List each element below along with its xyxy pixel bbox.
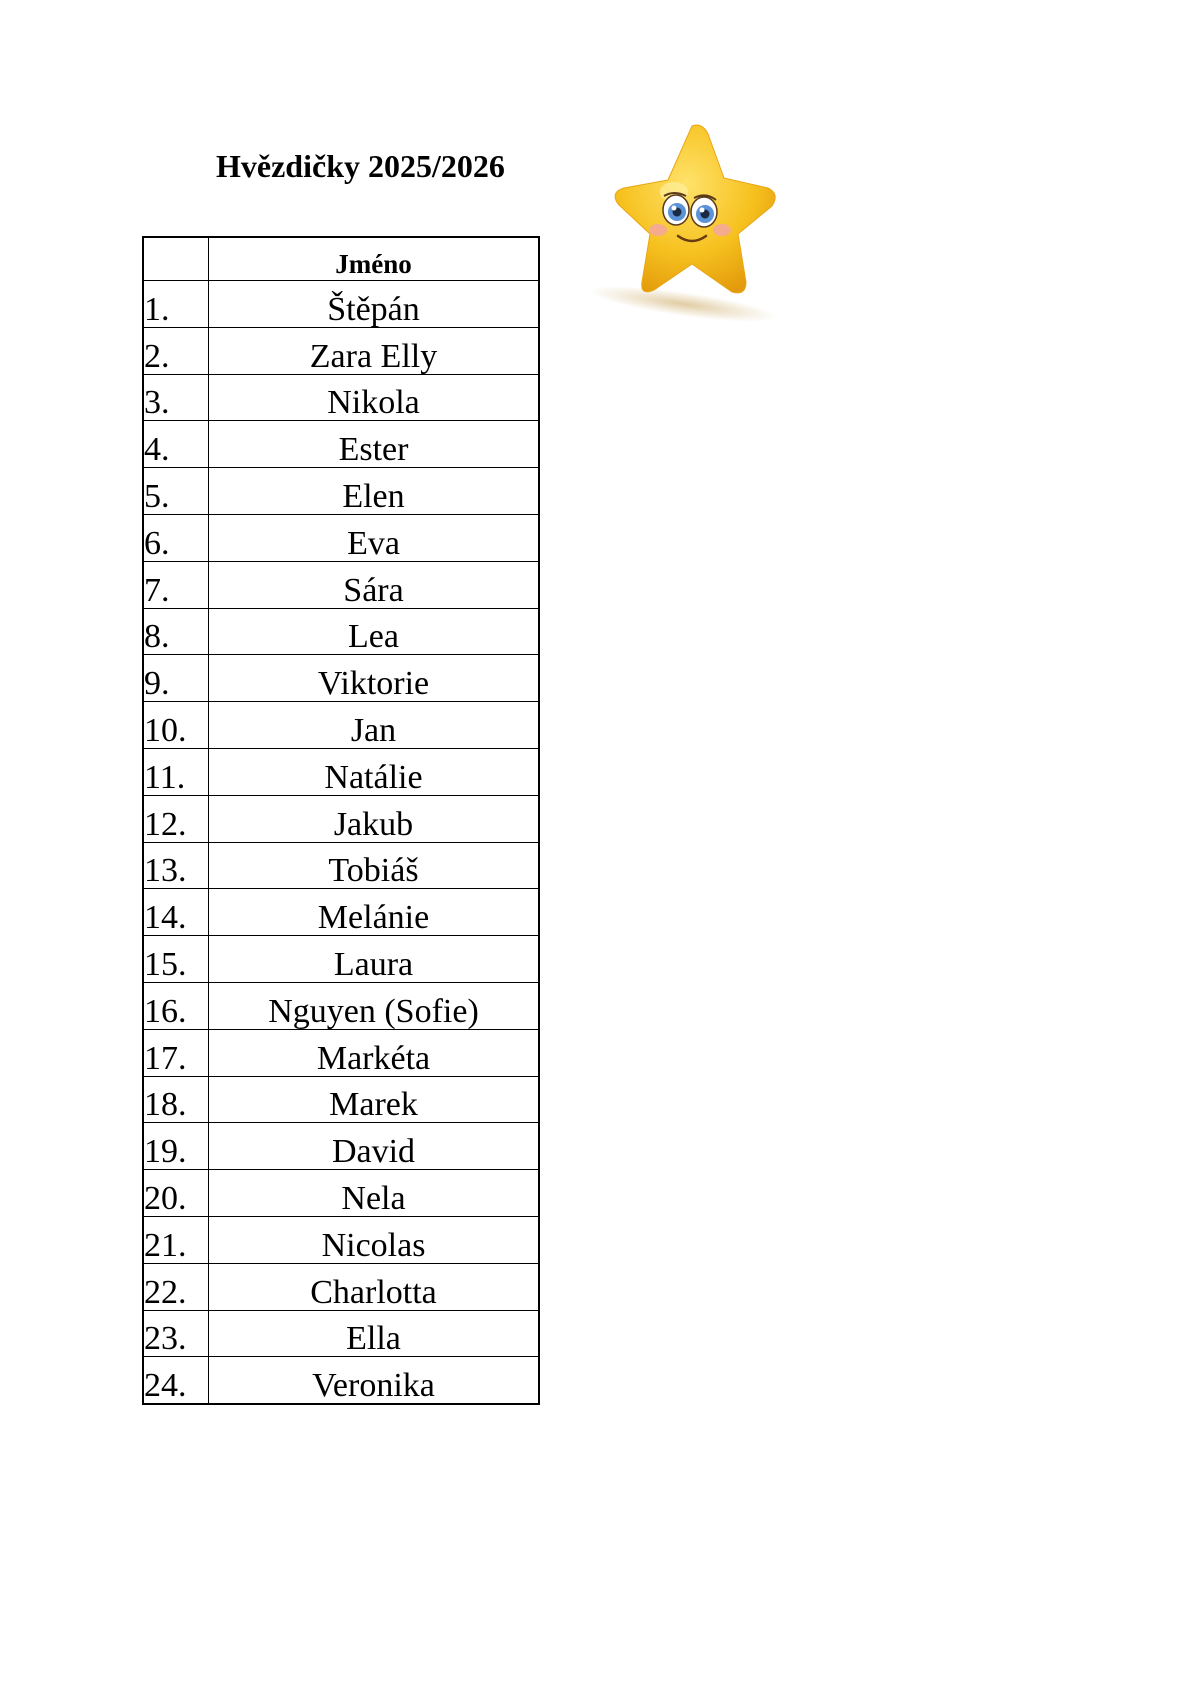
number-column-header bbox=[143, 237, 209, 281]
table-row bbox=[143, 842, 539, 889]
child-name: Marek bbox=[209, 1076, 540, 1123]
table-header-row bbox=[143, 237, 539, 281]
row-number: 5. bbox=[143, 468, 209, 515]
child-name: Nela bbox=[209, 1170, 540, 1217]
row-number: 3. bbox=[143, 374, 209, 421]
table-row bbox=[143, 514, 539, 561]
table-row bbox=[143, 281, 539, 328]
child-name: Zara Elly bbox=[209, 327, 540, 374]
table-row bbox=[143, 748, 539, 795]
row-number: 2. bbox=[143, 327, 209, 374]
child-name: Eva bbox=[209, 514, 540, 561]
table-row bbox=[143, 1076, 539, 1123]
table-row bbox=[143, 421, 539, 468]
table-row bbox=[143, 889, 539, 936]
row-number: 12. bbox=[143, 795, 209, 842]
child-name: Jakub bbox=[209, 795, 540, 842]
child-name: Elen bbox=[209, 468, 540, 515]
page-title: Hvězdičky 2025/2026 bbox=[216, 148, 505, 184]
child-name: Nguyen (Sofie) bbox=[209, 982, 540, 1029]
child-name: Jan bbox=[209, 702, 540, 749]
child-name: Natálie bbox=[209, 748, 540, 795]
row-number: 11. bbox=[143, 748, 209, 795]
table-row bbox=[143, 936, 539, 983]
child-name: Laura bbox=[209, 936, 540, 983]
child-name: Štěpán bbox=[209, 281, 540, 328]
table-row bbox=[143, 1216, 539, 1263]
child-name: Melánie bbox=[209, 889, 540, 936]
table-row bbox=[143, 795, 539, 842]
child-name: Viktorie bbox=[209, 655, 540, 702]
row-number: 7. bbox=[143, 561, 209, 608]
row-number: 20. bbox=[143, 1170, 209, 1217]
table-row bbox=[143, 655, 539, 702]
row-number: 8. bbox=[143, 608, 209, 655]
table-row bbox=[143, 608, 539, 655]
name-column-header: Jméno bbox=[209, 237, 540, 281]
child-name: Veronika bbox=[209, 1357, 540, 1404]
table-row bbox=[143, 327, 539, 374]
child-name: Tobiáš bbox=[209, 842, 540, 889]
table-row bbox=[143, 561, 539, 608]
child-name: Ella bbox=[209, 1310, 540, 1357]
smiling-star-icon bbox=[588, 118, 818, 348]
table-row bbox=[143, 1029, 539, 1076]
table-row bbox=[143, 1310, 539, 1357]
child-name: Sára bbox=[209, 561, 540, 608]
table-row bbox=[143, 702, 539, 749]
row-number: 15. bbox=[143, 936, 209, 983]
table-row bbox=[143, 1263, 539, 1310]
child-name: David bbox=[209, 1123, 540, 1170]
row-number: 16. bbox=[143, 982, 209, 1029]
row-number: 21. bbox=[143, 1216, 209, 1263]
table-row bbox=[143, 1357, 539, 1404]
row-number: 19. bbox=[143, 1123, 209, 1170]
row-number: 23. bbox=[143, 1310, 209, 1357]
row-number: 6. bbox=[143, 514, 209, 561]
roster-table bbox=[142, 236, 540, 1405]
table-row bbox=[143, 1123, 539, 1170]
row-number: 14. bbox=[143, 889, 209, 936]
child-name: Ester bbox=[209, 421, 540, 468]
row-number: 17. bbox=[143, 1029, 209, 1076]
child-name: Nicolas bbox=[209, 1216, 540, 1263]
table-row bbox=[143, 468, 539, 515]
table-row bbox=[143, 982, 539, 1029]
row-number: 10. bbox=[143, 702, 209, 749]
row-number: 4. bbox=[143, 421, 209, 468]
row-number: 1. bbox=[143, 281, 209, 328]
table-row bbox=[143, 1170, 539, 1217]
row-number: 18. bbox=[143, 1076, 209, 1123]
row-number: 9. bbox=[143, 655, 209, 702]
child-name: Lea bbox=[209, 608, 540, 655]
row-number: 13. bbox=[143, 842, 209, 889]
child-name: Charlotta bbox=[209, 1263, 540, 1310]
row-number: 22. bbox=[143, 1263, 209, 1310]
child-name: Nikola bbox=[209, 374, 540, 421]
row-number: 24. bbox=[143, 1357, 209, 1404]
child-name: Markéta bbox=[209, 1029, 540, 1076]
table-row bbox=[143, 374, 539, 421]
